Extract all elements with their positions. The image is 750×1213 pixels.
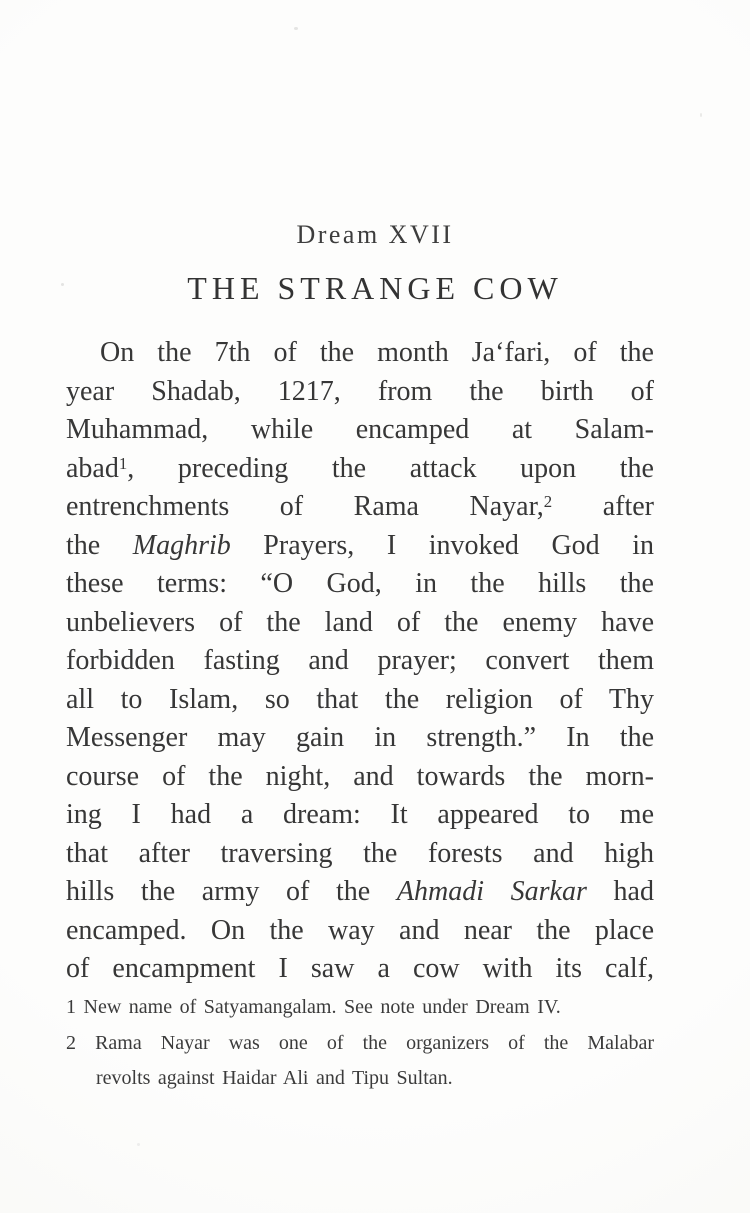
text-segment: of encampment I saw a cow with its calf, — [66, 953, 654, 984]
text-segment: Muhammad, while encamped at Salam- — [66, 414, 654, 445]
body-line — [66, 527, 654, 566]
footnote-line — [66, 990, 654, 1026]
text-segment: that after traversing the forests and high — [66, 837, 654, 869]
italic-term: Maghrib — [132, 529, 231, 561]
text-segment: forbidden fasting and prayer; convert them — [66, 645, 654, 676]
text-segment: Messenger may gain in strength.” In the — [66, 722, 654, 753]
body-text — [66, 334, 654, 989]
body-line — [66, 642, 654, 681]
scan-speck — [61, 283, 64, 286]
text-segment: these terms: “O God, in the hills the — [66, 568, 654, 599]
body-line — [66, 758, 654, 797]
body-line — [66, 565, 654, 604]
text-segment: entrenchments of Rama Nayar, — [66, 491, 544, 522]
body-line — [66, 950, 654, 989]
body-line — [66, 450, 654, 489]
scan-speck — [700, 113, 702, 117]
text-segment: hills the army of the — [66, 876, 397, 907]
body-line — [66, 488, 654, 527]
text-segment: 2 Rama Nayar was one of the organizers of the Malabar — [66, 1031, 654, 1054]
body-line — [66, 912, 654, 951]
text-segment: abad — [66, 452, 119, 484]
footnotes — [66, 990, 654, 1097]
scan-speck — [294, 27, 298, 30]
body-line — [66, 796, 654, 835]
text-segment: ing I had a dream: It appeared to me — [66, 799, 654, 830]
text-segment: all to Islam, so that the religion of Thy — [66, 683, 654, 715]
body-line — [66, 334, 654, 373]
italic-term: Ahmadi Sarkar — [396, 876, 587, 907]
text-segment: On the 7th of the month Ja‘fari, of the — [100, 337, 654, 368]
chapter-heading: Dream XVII — [296, 220, 454, 249]
body-line — [66, 373, 654, 412]
footnote-reference: 1 — [118, 453, 128, 473]
text-segment: year Shadab, 1217, from the birth of — [66, 375, 654, 407]
text-segment: 1 New name of Satyamangalam. See note under Dream IV. — [66, 996, 561, 1018]
footnote-line — [66, 1026, 654, 1062]
footnote-reference: 2 — [543, 492, 553, 512]
text-segment: the — [66, 529, 133, 561]
body-line — [66, 873, 654, 912]
text-segment: unbelievers of the land of the enemy have — [66, 606, 654, 638]
body-line — [66, 719, 654, 758]
body-line — [66, 681, 654, 720]
body-line — [66, 411, 654, 450]
body-line — [66, 835, 654, 874]
text-segment: , preceding the attack upon the — [127, 452, 654, 484]
footnote-line — [66, 1061, 654, 1097]
text-segment: had — [586, 876, 654, 907]
body-line — [66, 604, 654, 643]
page-title: THE STRANGE COW — [187, 270, 563, 306]
text-segment: after — [552, 491, 654, 522]
scan-speck — [137, 1143, 140, 1146]
text-segment: course of the night, and towards the morn- — [66, 760, 654, 792]
text-segment: encamped. On the way and near the place — [66, 914, 654, 946]
text-segment: Prayers, I invoked God in — [230, 529, 654, 561]
text-segment: revolts against Haidar Ali and Tipu Sultan. — [96, 1067, 453, 1089]
